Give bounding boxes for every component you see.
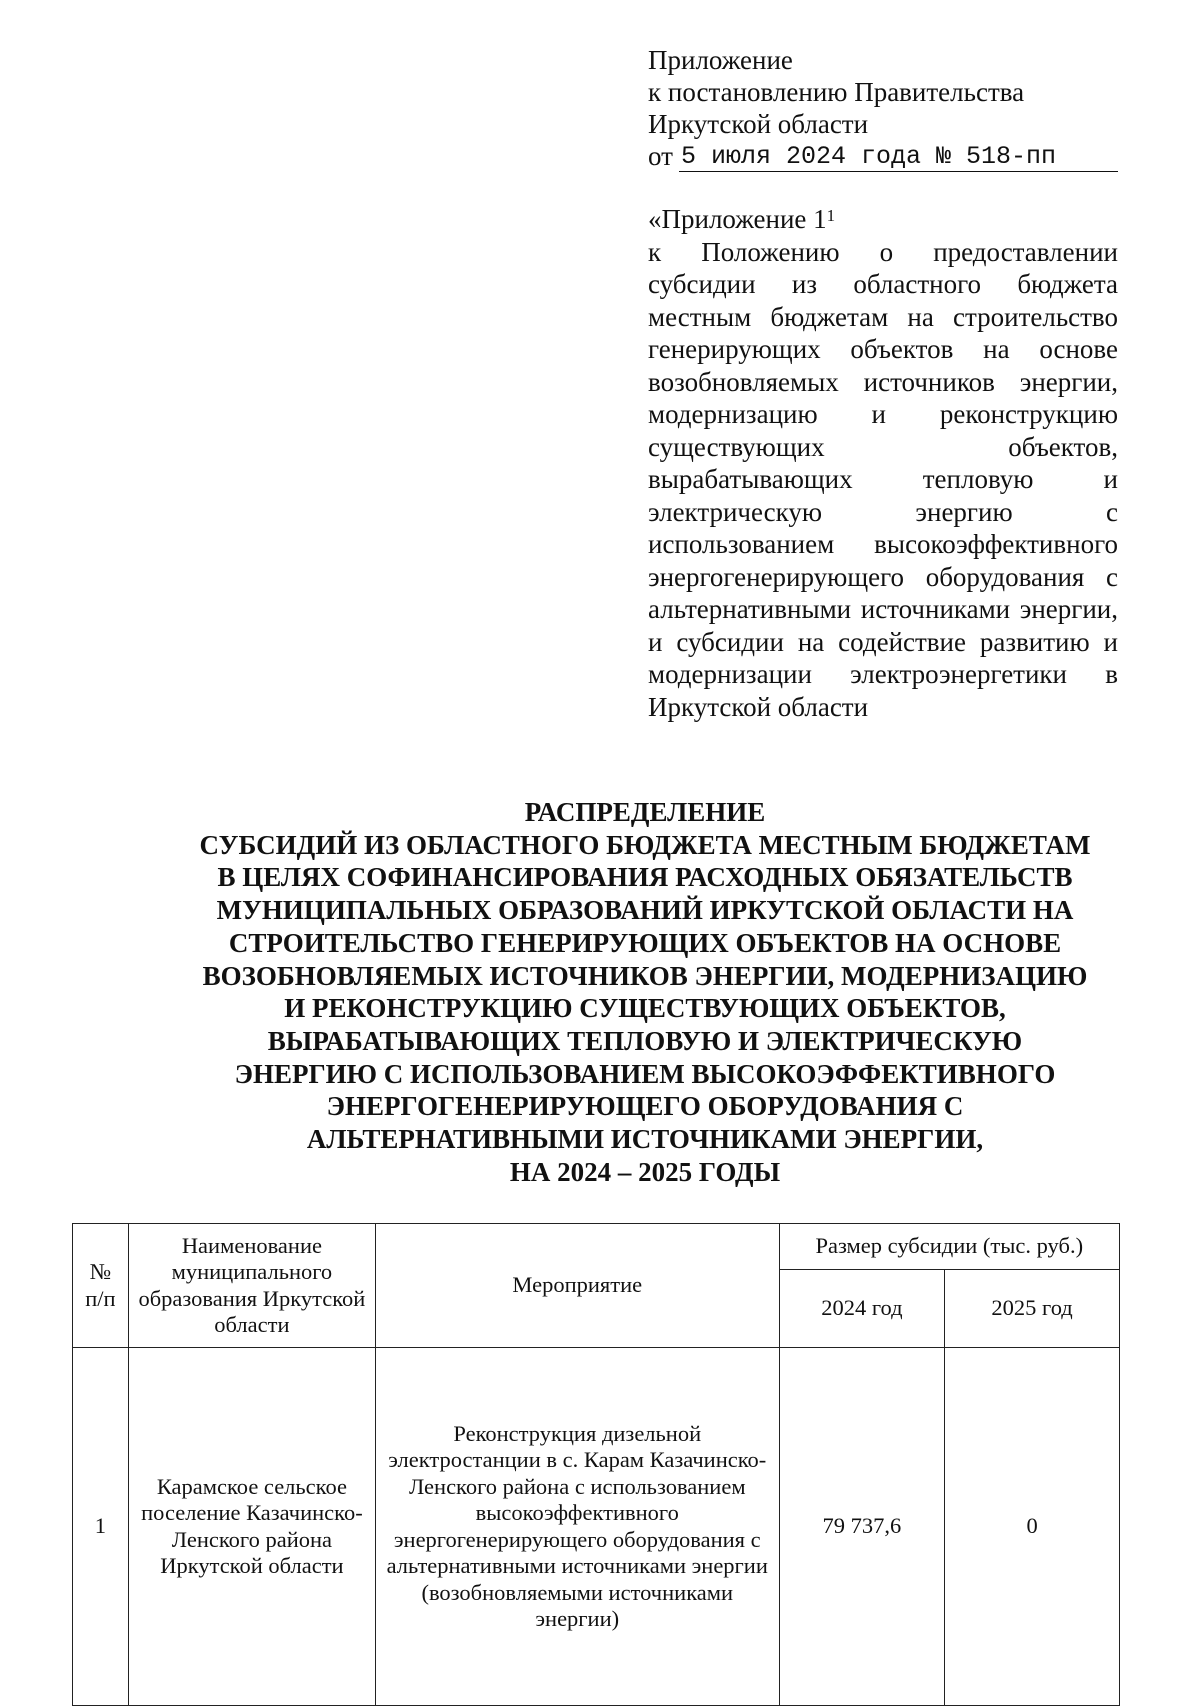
header-subsidy-size: Размер субсидии (тыс. руб.) — [779, 1224, 1119, 1270]
row-number: 1 — [73, 1348, 129, 1706]
row-measure: Реконструкция дизельной электростанции в с. Карам Казачинско-Ленского района с использованием высокоэффективного энергогенерирующего оборудования с альтернативными источниками энергии (возобновляемыми источниками энергии) — [375, 1348, 779, 1706]
table-row — [73, 1348, 1120, 1706]
heading-line: СУБСИДИЙ ИЗ ОБЛАСТНОГО БЮДЖЕТА МЕСТНЫМ БЮДЖЕТАМ — [199, 829, 1091, 860]
appendix-region: Иркутской области — [648, 109, 869, 139]
appendix-label: Приложение — [648, 45, 793, 75]
distribution-table — [72, 1223, 1120, 1706]
heading-line: РАСПРЕДЕЛЕНИЕ — [524, 797, 766, 827]
decree-date-line — [648, 140, 1118, 172]
heading-line: СТРОИТЕЛЬСТВО ГЕНЕРИРУЮЩИХ ОБЪЕКТОВ НА ОСНОВЕ — [228, 927, 1062, 958]
heading-line: ВОЗОБНОВЛЯЕМЫХ ИСТОЧНИКОВ ЭНЕРГИИ, МОДЕРНИЗАЦИЮ — [202, 960, 1088, 991]
row-amount-2024: 79 737,6 — [779, 1348, 945, 1706]
heading-line: И РЕКОНСТРУКЦИЮ СУЩЕСТВУЮЩИХ ОБЪЕКТОВ, — [284, 993, 1006, 1024]
regulation-appendix-title — [648, 203, 1118, 236]
row-municipality: Карамское сельское поселение Казачинско-Ленского района Иркутской области — [128, 1348, 375, 1706]
heading-line: ЭНЕРГИЮ С ИСПОЛЬЗОВАНИЕМ ВЫСОКОЭФФЕКТИВНОГО — [234, 1058, 1056, 1089]
title-superscript: 1 — [826, 206, 836, 225]
header-year-2025: 2025 год — [945, 1270, 1120, 1348]
appendix-to-decree: к постановлению Правительства — [648, 77, 1025, 107]
heading-line: ВЫРАБАТЫВАЮЩИХ ТЕПЛОВУЮ И ЭЛЕКТРИЧЕСКУЮ — [267, 1025, 1023, 1056]
heading-line: АЛЬТЕРНАТИВНЫМИ ИСТОЧНИКАМИ ЭНЕРГИИ, — [306, 1124, 984, 1155]
header-number: № п/п — [73, 1224, 129, 1348]
row-amount-2025: 0 — [945, 1348, 1120, 1706]
appendix-header — [648, 44, 1118, 172]
header-year-2024: 2024 год — [779, 1270, 945, 1348]
document-heading — [130, 796, 1160, 1188]
heading-line: ЭНЕРГОГЕНЕРИРУЮЩЕГО ОБОРУДОВАНИЯ С — [326, 1091, 964, 1122]
regulation-appendix-title-text: «Приложение 1 — [648, 204, 827, 234]
heading-line: В ЦЕЛЯХ СОФИНАНСИРОВАНИЯ РАСХОДНЫХ ОБЯЗАТЕЛЬСТВ — [217, 862, 1073, 893]
decree-date-prefix: от — [648, 141, 673, 171]
table-header-row — [73, 1224, 1120, 1270]
heading-line: МУНИЦИПАЛЬНЫХ ОБРАЗОВАНИЙ ИРКУТСКОЙ ОБЛАСТИ НА — [216, 895, 1074, 926]
heading-line: НА 2024 – 2025 ГОДЫ — [509, 1156, 781, 1187]
header-municipality: Наименование муниципального образования Иркутской области — [128, 1224, 375, 1348]
decree-date-value: 5 июля 2024 года № 518-пп — [679, 143, 1118, 172]
regulation-appendix — [648, 203, 1118, 723]
regulation-appendix-body: к Положению о предоставлении субсидии из областного бюджета местным бюджетам на строительство генерирующих объектов на основе возобновляемых источников энергии, модернизацию и реконструкцию существующих объектов, вырабатывающих тепловую и электрическую энергию с использованием высокоэффективного энергогенерирующего оборудования с альтернативными источниками энергии, и субсидии на содействие развитию и модернизации электроэнергетики в Иркутской области — [648, 236, 1118, 722]
header-measure: Мероприятие — [375, 1224, 779, 1348]
